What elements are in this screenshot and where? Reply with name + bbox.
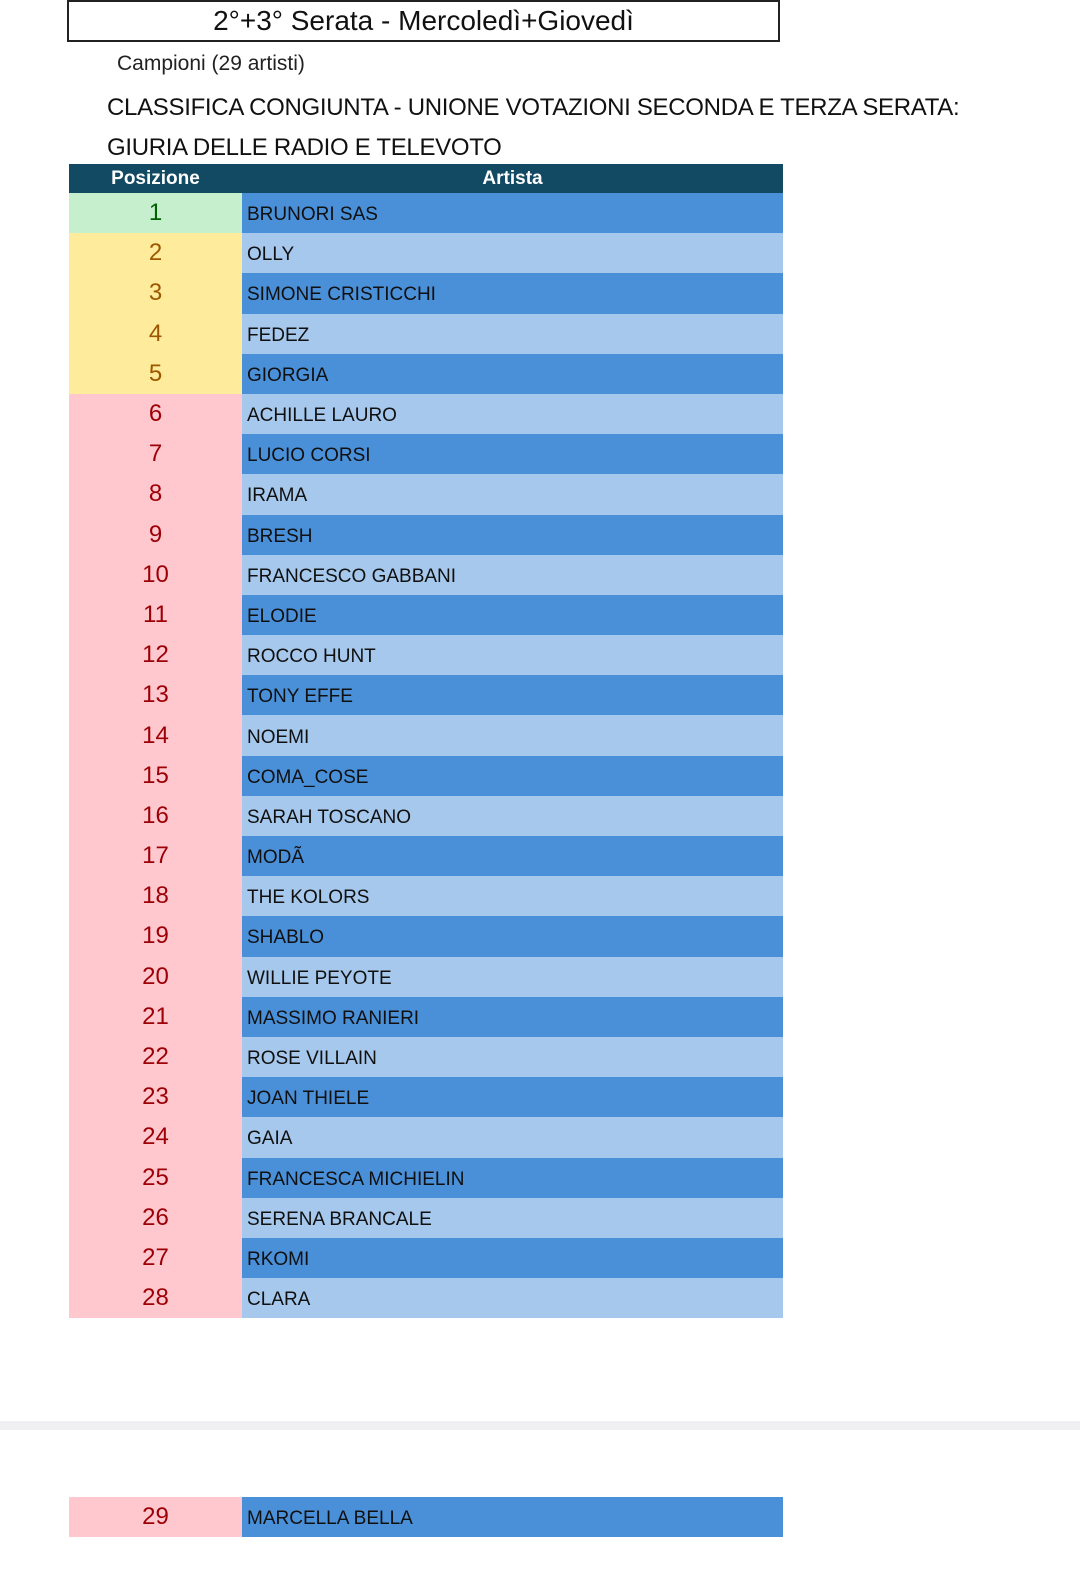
position-cell: 27 bbox=[69, 1238, 242, 1278]
table-row bbox=[69, 1198, 783, 1238]
position-cell: 23 bbox=[69, 1077, 242, 1117]
position-cell: 6 bbox=[69, 394, 242, 434]
table-continuation bbox=[69, 1497, 783, 1537]
artist-cell: FEDEZ bbox=[242, 314, 783, 354]
position-cell: 15 bbox=[69, 756, 242, 796]
position-cell: 8 bbox=[69, 474, 242, 514]
table-row bbox=[69, 394, 783, 434]
subtitle: Campioni (29 artisti) bbox=[117, 52, 305, 75]
position-cell: 1 bbox=[69, 193, 242, 233]
position-cell: 19 bbox=[69, 916, 242, 956]
artist-cell: OLLY bbox=[242, 233, 783, 273]
table-row bbox=[69, 836, 783, 876]
table-row bbox=[69, 796, 783, 836]
position-cell: 7 bbox=[69, 434, 242, 474]
screenshot-separator bbox=[0, 1421, 1080, 1430]
position-cell: 12 bbox=[69, 635, 242, 675]
table-row bbox=[69, 1278, 783, 1318]
position-cell: 9 bbox=[69, 515, 242, 555]
table-row bbox=[69, 1238, 783, 1278]
artist-cell: WILLIE PEYOTE bbox=[242, 957, 783, 997]
artist-cell: THE KOLORS bbox=[242, 876, 783, 916]
table-row bbox=[69, 957, 783, 997]
artist-cell: SERENA BRANCALE bbox=[242, 1198, 783, 1238]
table-row bbox=[69, 916, 783, 956]
artist-cell: BRESH bbox=[242, 515, 783, 555]
position-cell: 21 bbox=[69, 997, 242, 1037]
table-row bbox=[69, 314, 783, 354]
artist-cell: FRANCESCA MICHIELIN bbox=[242, 1158, 783, 1198]
column-header-artist: Artista bbox=[482, 167, 543, 189]
table-row bbox=[69, 1037, 783, 1077]
table-row bbox=[69, 555, 783, 595]
position-cell: 22 bbox=[69, 1037, 242, 1077]
table-row bbox=[69, 876, 783, 916]
ranking-heading bbox=[107, 88, 1007, 168]
artist-cell: NOEMI bbox=[242, 715, 783, 755]
table-row bbox=[69, 434, 783, 474]
artist-cell: ACHILLE LAURO bbox=[242, 394, 783, 434]
table-row bbox=[69, 635, 783, 675]
position-cell: 24 bbox=[69, 1117, 242, 1157]
position-cell: 20 bbox=[69, 957, 242, 997]
table-row bbox=[69, 515, 783, 555]
position-cell: 16 bbox=[69, 796, 242, 836]
table-row bbox=[69, 233, 783, 273]
artist-cell: FRANCESCO GABBANI bbox=[242, 555, 783, 595]
table-row bbox=[69, 1077, 783, 1117]
artist-cell: MASSIMO RANIERI bbox=[242, 997, 783, 1037]
artist-cell: JOAN THIELE bbox=[242, 1077, 783, 1117]
artist-cell: MODÃ bbox=[242, 836, 783, 876]
artist-cell: GIORGIA bbox=[242, 354, 783, 394]
position-cell: 2 bbox=[69, 233, 242, 273]
column-header-position: Posizione bbox=[111, 167, 200, 189]
table-row bbox=[69, 354, 783, 394]
position-cell: 28 bbox=[69, 1278, 242, 1318]
position-cell: 3 bbox=[69, 273, 242, 313]
artist-cell: SARAH TOSCANO bbox=[242, 796, 783, 836]
position-cell: 17 bbox=[69, 836, 242, 876]
table-row bbox=[69, 193, 783, 233]
table-row bbox=[69, 474, 783, 514]
table-row bbox=[69, 1497, 783, 1537]
position-cell: 14 bbox=[69, 715, 242, 755]
position-cell: 29 bbox=[69, 1497, 242, 1537]
table-row bbox=[69, 595, 783, 635]
position-cell: 25 bbox=[69, 1158, 242, 1198]
position-cell: 5 bbox=[69, 354, 242, 394]
artist-cell: SIMONE CRISTICCHI bbox=[242, 273, 783, 313]
table-row bbox=[69, 997, 783, 1037]
artist-cell: BRUNORI SAS bbox=[242, 193, 783, 233]
artist-cell: SHABLO bbox=[242, 916, 783, 956]
page-title: 2°+3° Serata - Mercoledì+Giovedì bbox=[67, 0, 780, 42]
table-body bbox=[69, 193, 783, 1318]
table-row bbox=[69, 715, 783, 755]
position-cell: 11 bbox=[69, 595, 242, 635]
position-cell: 26 bbox=[69, 1198, 242, 1238]
artist-cell: ROCCO HUNT bbox=[242, 635, 783, 675]
artist-cell: TONY EFFE bbox=[242, 675, 783, 715]
table-row bbox=[69, 1158, 783, 1198]
heading-line-1: CLASSIFICA CONGIUNTA - UNIONE VOTAZIONI SECONDA E TERZA SERATA: bbox=[107, 94, 960, 121]
heading-line-2: GIURIA DELLE RADIO E TELEVOTO bbox=[107, 134, 502, 161]
table-row bbox=[69, 675, 783, 715]
artist-cell: LUCIO CORSI bbox=[242, 434, 783, 474]
artist-cell: MARCELLA BELLA bbox=[242, 1497, 783, 1537]
table-row bbox=[69, 273, 783, 313]
artist-cell: GAIA bbox=[242, 1117, 783, 1157]
position-cell: 4 bbox=[69, 314, 242, 354]
table-row bbox=[69, 1117, 783, 1157]
position-cell: 13 bbox=[69, 675, 242, 715]
table-row bbox=[69, 756, 783, 796]
artist-cell: ROSE VILLAIN bbox=[242, 1037, 783, 1077]
artist-cell: COMA_COSE bbox=[242, 756, 783, 796]
artist-cell: IRAMA bbox=[242, 474, 783, 514]
ranking-table bbox=[69, 164, 783, 1318]
position-cell: 18 bbox=[69, 876, 242, 916]
position-cell: 10 bbox=[69, 555, 242, 595]
artist-cell: CLARA bbox=[242, 1278, 783, 1318]
artist-cell: RKOMI bbox=[242, 1238, 783, 1278]
table-header bbox=[69, 164, 783, 193]
artist-cell: ELODIE bbox=[242, 595, 783, 635]
